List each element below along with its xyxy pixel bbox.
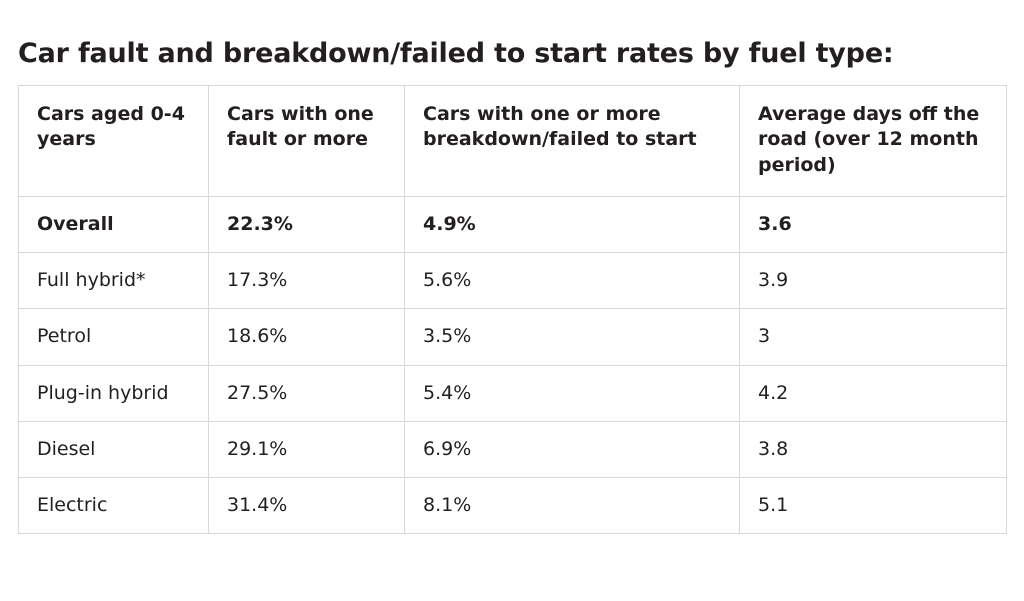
value-breakdown-failed-to-start: 5.4%	[405, 365, 740, 421]
value-one-fault-or-more: 17.3%	[209, 253, 405, 309]
table-body	[19, 196, 1007, 534]
row-label-overall: Overall	[19, 196, 209, 252]
column-header-one-fault-or-more: Cars with one fault or more	[209, 86, 405, 197]
value-one-fault-or-more: 29.1%	[209, 421, 405, 477]
value-average-days-off-road: 3.9	[740, 253, 1007, 309]
value-breakdown-failed-to-start: 6.9%	[405, 421, 740, 477]
value-breakdown-failed-to-start: 5.6%	[405, 253, 740, 309]
value-one-fault-or-more: 31.4%	[209, 478, 405, 534]
table-row	[19, 478, 1007, 534]
column-header-cars-aged: Cars aged 0-4 years	[19, 86, 209, 197]
fault-rates-table	[18, 85, 1007, 534]
row-label-diesel: Diesel	[19, 421, 209, 477]
value-average-days-off-road: 3	[740, 309, 1007, 365]
table-row	[19, 196, 1007, 252]
fault-rates-table-container	[18, 85, 1006, 534]
table-row	[19, 365, 1007, 421]
row-label-electric: Electric	[19, 478, 209, 534]
column-header-average-days-off-road: Average days off the road (over 12 month period)	[740, 86, 1007, 197]
value-average-days-off-road: 3.6	[740, 196, 1007, 252]
value-average-days-off-road: 5.1	[740, 478, 1007, 534]
row-label-plug-in-hybrid: Plug-in hybrid	[19, 365, 209, 421]
value-breakdown-failed-to-start: 3.5%	[405, 309, 740, 365]
table-header-row	[19, 86, 1007, 197]
column-header-breakdown-failed-to-start: Cars with one or more breakdown/failed to start	[405, 86, 740, 197]
table-row	[19, 421, 1007, 477]
value-one-fault-or-more: 18.6%	[209, 309, 405, 365]
row-label-petrol: Petrol	[19, 309, 209, 365]
table-row	[19, 253, 1007, 309]
page-title: Car fault and breakdown/failed to start rates by fuel type:	[18, 38, 894, 70]
value-average-days-off-road: 4.2	[740, 365, 1007, 421]
value-one-fault-or-more: 27.5%	[209, 365, 405, 421]
value-breakdown-failed-to-start: 8.1%	[405, 478, 740, 534]
value-breakdown-failed-to-start: 4.9%	[405, 196, 740, 252]
table-row	[19, 309, 1007, 365]
value-one-fault-or-more: 22.3%	[209, 196, 405, 252]
table-header	[19, 86, 1007, 197]
value-average-days-off-road: 3.8	[740, 421, 1007, 477]
row-label-full-hybrid: Full hybrid*	[19, 253, 209, 309]
